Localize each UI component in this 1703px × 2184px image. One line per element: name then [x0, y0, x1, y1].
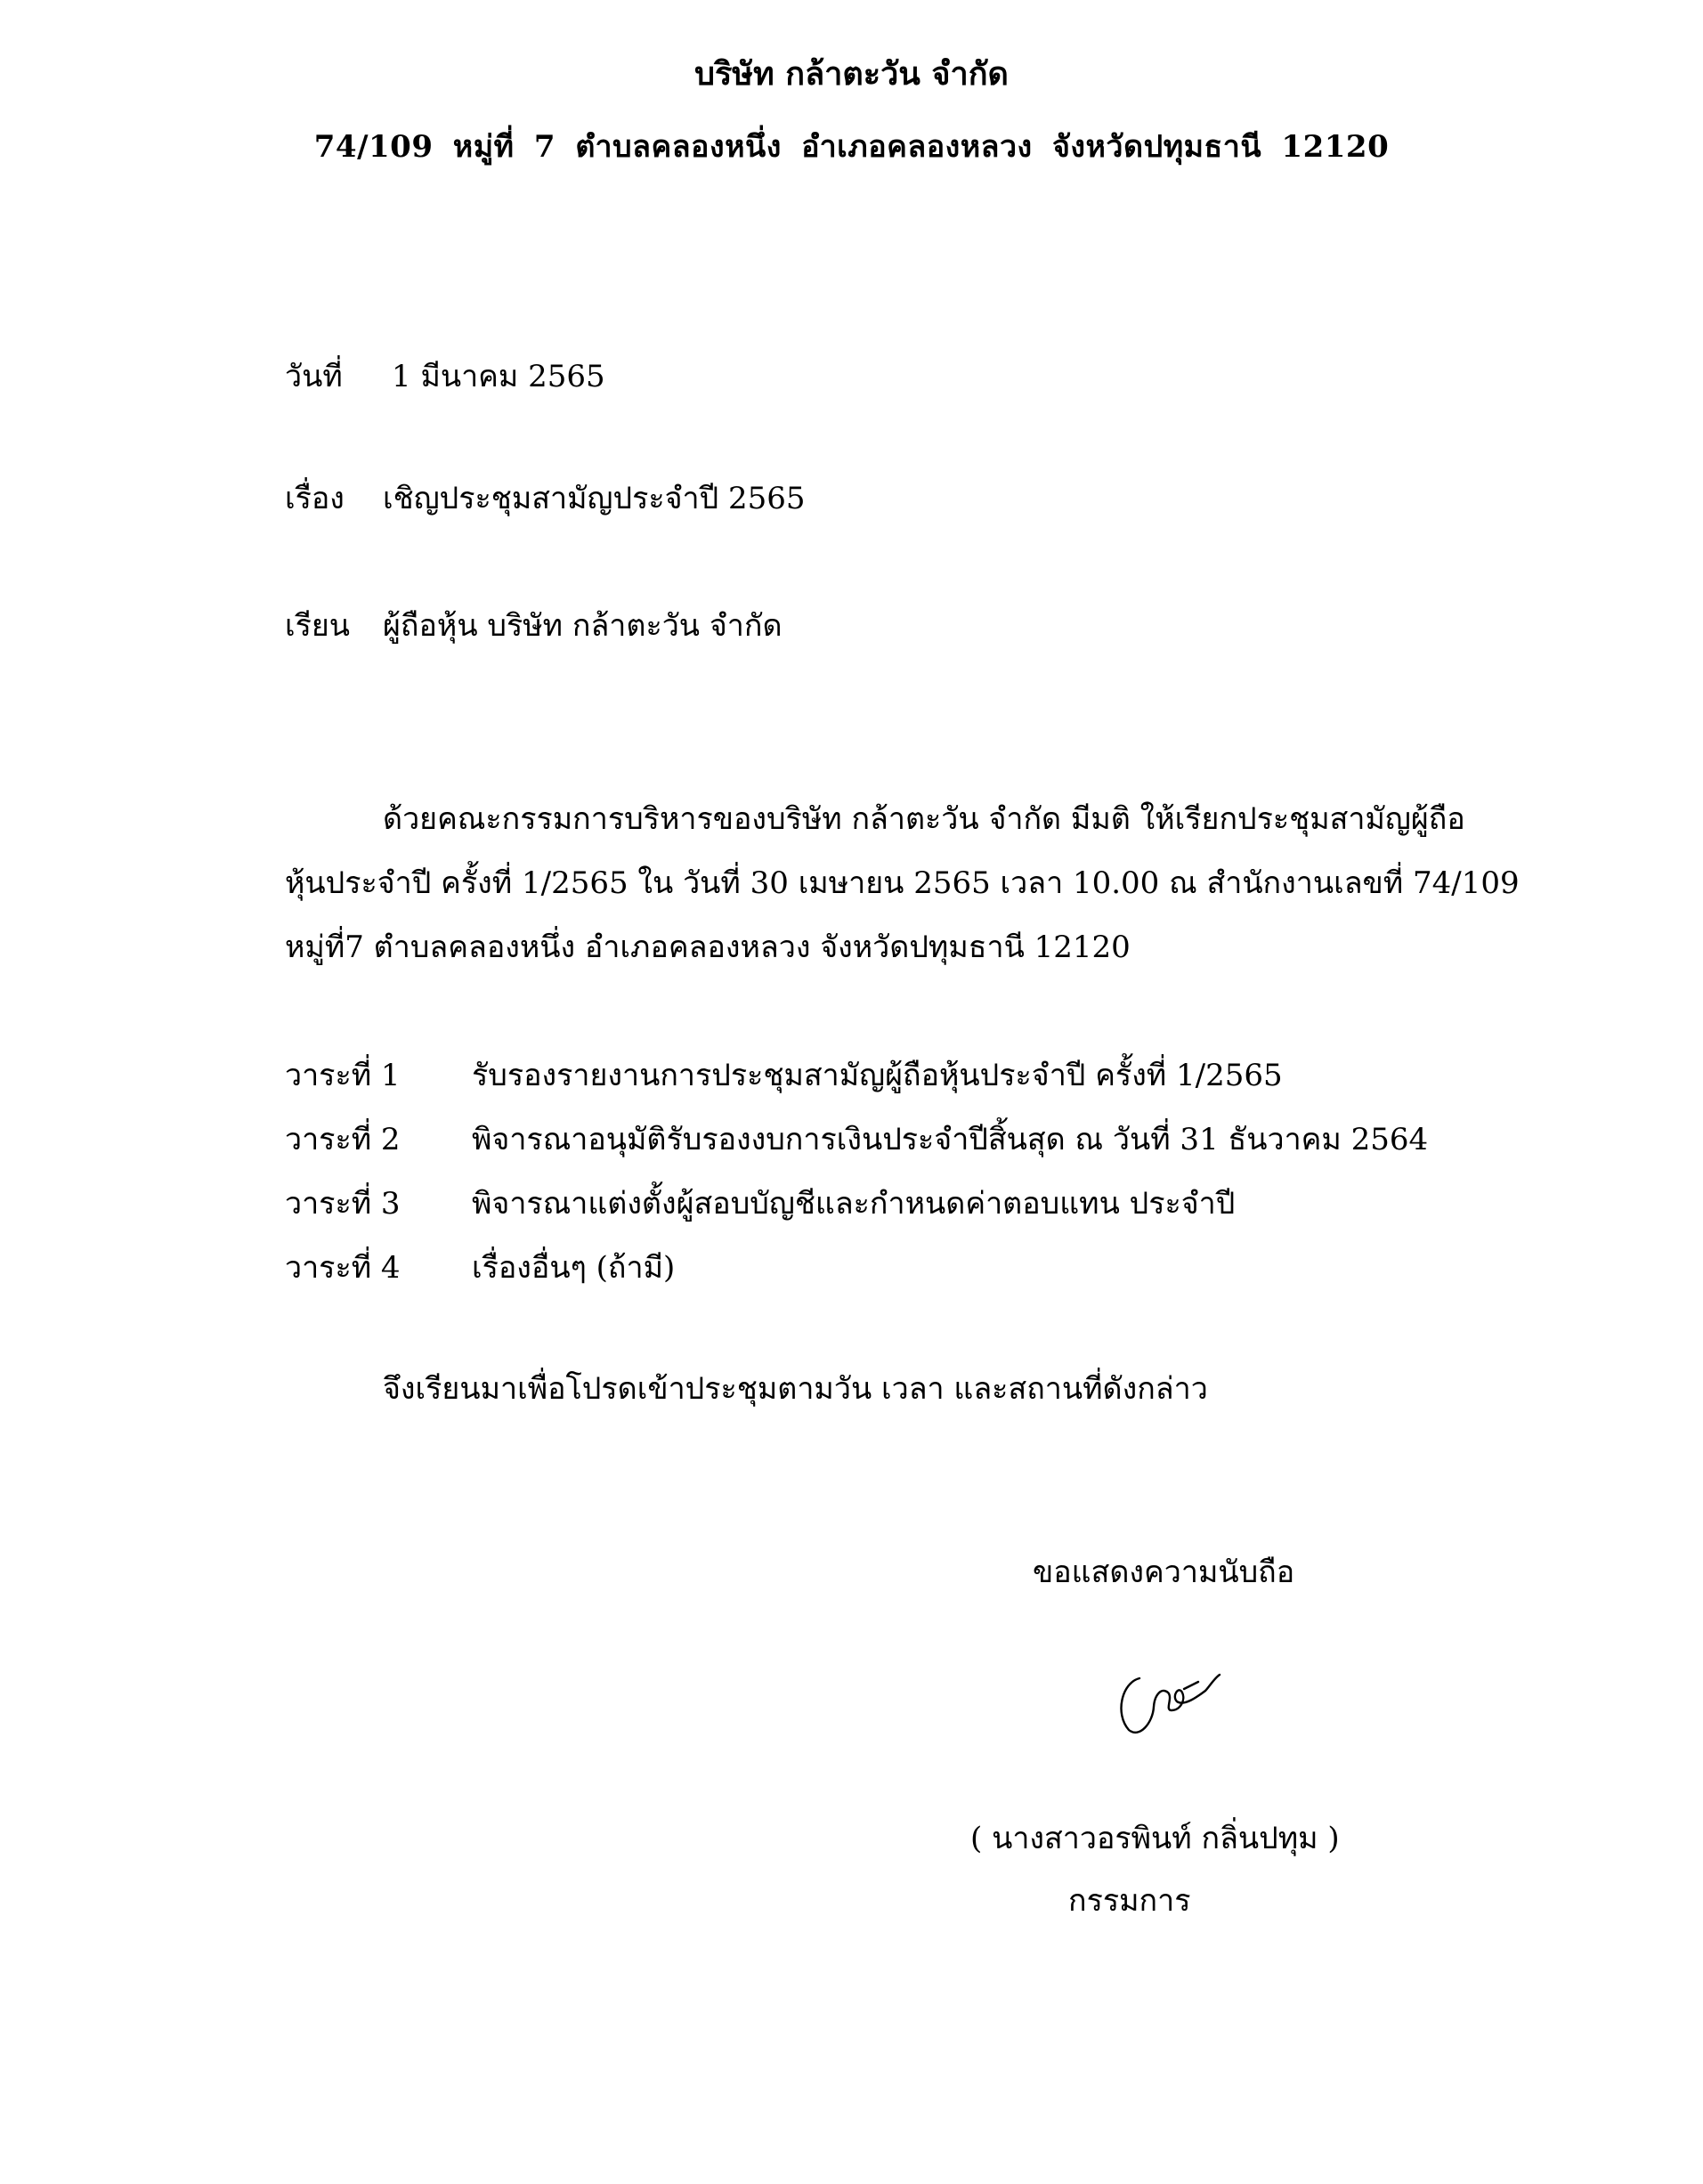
- subject-label: เรื่อง: [285, 481, 345, 516]
- recipient-value: ผู้ถือหุ้น บริษัท กล้าตะวัน จำกัด: [383, 608, 783, 644]
- body-paragraph-line-3: หมู่ที่7 ตำบลคลองหนึ่ง อำเภอคลองหลวง จังหวัดปทุมธานี 12120: [285, 930, 1131, 965]
- agenda-item: [285, 1246, 675, 1290]
- signer-title: กรรมการ: [1068, 1883, 1191, 1919]
- subject-value: เชิญประชุมสามัญประจำปี 2565: [383, 481, 806, 516]
- agenda-item-label: วาระที่ 4: [285, 1250, 401, 1286]
- agenda-item-label: วาระที่ 1: [285, 1058, 401, 1093]
- date-line: [285, 354, 605, 399]
- recipient-line: [285, 604, 783, 648]
- handwritten-signature: [1113, 1652, 1229, 1741]
- agenda-item-label: วาระที่ 3: [285, 1186, 401, 1222]
- closing-sentence: จึงเรียนมาเพื่อโปรดเข้าประชุมตามวัน เวลา และสถานที่ดังกล่าว: [383, 1371, 1208, 1407]
- agenda-item-text: รับรองรายงานการประชุมสามัญผู้ถือหุ้นประจำปี ครั้งที่ 1/2565: [472, 1058, 1283, 1093]
- company-name: บริษัท กล้าตะวัน จำกัด: [694, 55, 1009, 93]
- agenda-item: [285, 1117, 1428, 1162]
- agenda-item: [285, 1181, 1235, 1226]
- recipient-label: เรียน: [285, 608, 351, 644]
- regards-text: ขอแสดงความนับถือ: [1033, 1555, 1295, 1590]
- company-address: 74/109 หมู่ที่ 7 ตำบลคลองหนึ่ง อำเภอคลองหลวง จังหวัดปทุมธานี 12120: [313, 129, 1390, 165]
- agenda-item: [285, 1053, 1283, 1098]
- body-paragraph-line-2: หุ้นประจำปี ครั้งที่ 1/2565 ใน วันที่ 30 เมษายน 2565 เวลา 10.00 ณ สำนักงานเลขที่ 74/109: [285, 865, 1520, 901]
- signer-name: ( นางสาวอรพินท์ กลิ่นปทุม ): [970, 1821, 1340, 1856]
- agenda-item-text: พิจารณาอนุมัติรับรองงบการเงินประจำปีสิ้นสุด ณ วันที่ 31 ธันวาคม 2564: [472, 1122, 1429, 1157]
- agenda-item-text: พิจารณาแต่งตั้งผู้สอบบัญชีและกำหนดค่าตอบแทน ประจำปี: [472, 1186, 1236, 1222]
- date-label: วันที่: [285, 359, 343, 394]
- subject-line: [285, 476, 806, 521]
- agenda-item-text: เรื่องอื่นๆ (ถ้ามี): [472, 1250, 676, 1286]
- body-paragraph-line-1: ด้วยคณะกรรมการบริหารของบริษัท กล้าตะวัน จำกัด มีมติ ให้เรียกประชุมสามัญผู้ถือ: [383, 801, 1465, 837]
- agenda-item-label: วาระที่ 2: [285, 1122, 401, 1157]
- date-value: 1 มีนาคม 2565: [392, 359, 605, 394]
